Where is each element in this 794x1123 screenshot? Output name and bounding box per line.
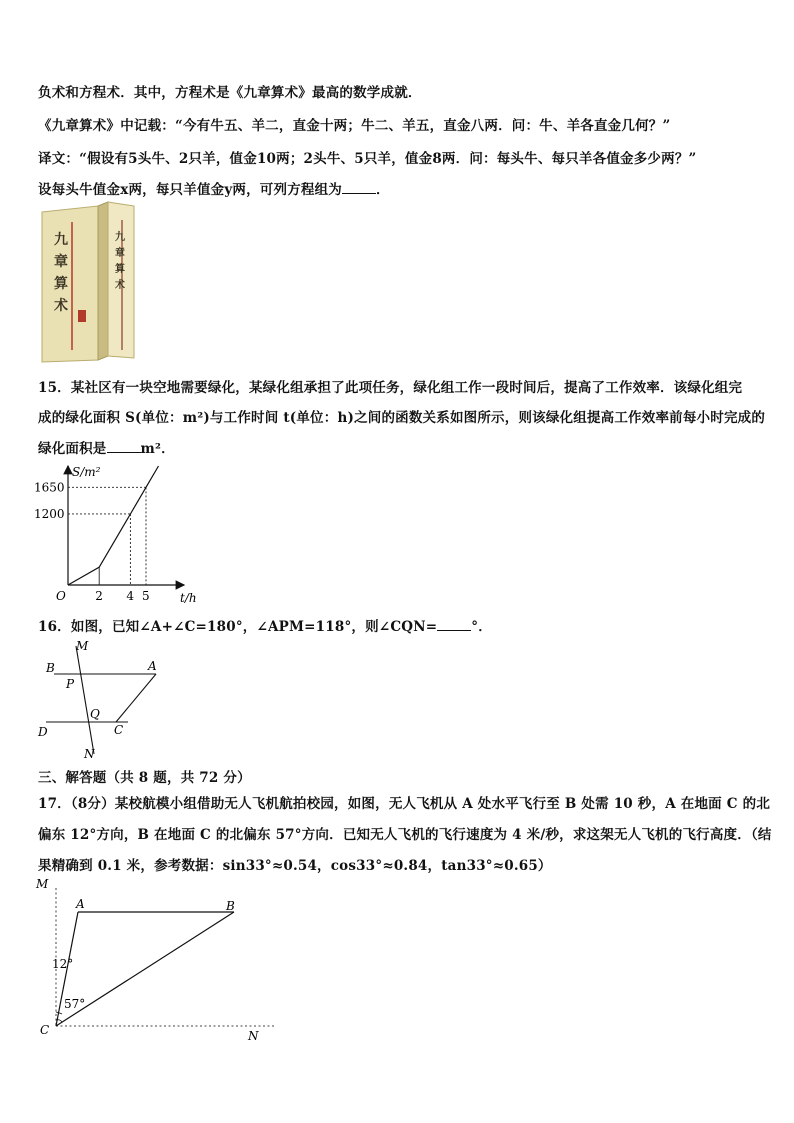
intro-line-4-text: 设每头牛值金x两，每只羊值金y两，可列方程组为 bbox=[38, 182, 342, 198]
y-axis-label: S/m² bbox=[72, 465, 101, 479]
label-D: D bbox=[38, 725, 48, 739]
x-tick-label: 5 bbox=[142, 589, 150, 603]
origin-label: O bbox=[56, 589, 66, 603]
label-A: A bbox=[76, 897, 85, 911]
label-C: C bbox=[40, 1023, 50, 1037]
label-M: M bbox=[36, 877, 49, 891]
book-spine-char-2: 章 bbox=[115, 248, 125, 259]
intro-line-2: 《九章算术》中记载：“今有牛五、羊二，直金十两；牛二、羊五，直金八两．问：牛、羊各直金几何？” bbox=[38, 118, 671, 134]
label-N: N bbox=[84, 747, 95, 761]
q16-text bbox=[38, 615, 492, 635]
q17-line-3: 果精确到 0.1 米，参考数据：sin33°≈0.54，cos33°≈0.84，tan33°≈0.65） bbox=[38, 858, 552, 874]
answer-blank-16 bbox=[437, 616, 471, 631]
x-axis-label: t/h bbox=[180, 591, 197, 605]
q17-line-2: 偏东 12°方向，B 在地面 C 的北偏东 57°方向．已知无人飞机的飞行速度为 4 米/秒，求这架无人飞机的飞行高度．（结 bbox=[38, 827, 772, 843]
q17-diagram bbox=[34, 874, 284, 1044]
angle-12-label: 12° bbox=[52, 957, 74, 971]
label-B: B bbox=[46, 661, 55, 675]
segment-AC bbox=[116, 674, 156, 722]
series-line bbox=[68, 466, 159, 585]
intro-line-1: 负术和方程术．其中，方程术是《九章算术》最高的数学成就． bbox=[38, 85, 422, 101]
book-title-char-3: 算 bbox=[54, 276, 68, 292]
q16-text-main: 16．如图，已知∠A+∠C=180°，∠APM=118°，则∠CQN= bbox=[38, 619, 438, 635]
q15-line-3-text: 绿化面积是 bbox=[38, 441, 107, 457]
line-MN bbox=[76, 646, 94, 754]
book-spine-char-4: 术 bbox=[115, 280, 125, 291]
label-P: P bbox=[66, 677, 75, 691]
book-title-char-2: 章 bbox=[54, 254, 68, 270]
book-title-char-1: 九 bbox=[54, 232, 68, 248]
q16-diagram bbox=[36, 636, 170, 762]
label-A: A bbox=[148, 659, 157, 673]
book-spine-char-1: 九 bbox=[115, 232, 125, 243]
x-tick-label: 4 bbox=[126, 589, 135, 603]
q15-line-1: 15．某社区有一块空地需要绿化，某绿化组承担了此项任务，绿化组工作一段时间后，提高了工作效率．该绿化组完 bbox=[38, 380, 743, 396]
q15-line-3 bbox=[38, 437, 175, 457]
x-tick-label: 2 bbox=[95, 589, 103, 603]
book-spine-char-3: 算 bbox=[115, 264, 125, 275]
label-N: N bbox=[248, 1029, 259, 1043]
angle-57-label: 57° bbox=[64, 997, 86, 1011]
book-title-char-4: 术 bbox=[54, 298, 68, 314]
intro-line-4-end: ． bbox=[376, 182, 390, 198]
q15-line-3-unit: m²． bbox=[140, 441, 175, 457]
section-title: 三、解答题（共 8 题，共 72 分） bbox=[38, 770, 251, 786]
q15-line-2: 成的绿化面积 S(单位：m²)与工作时间 t(单位：h)之间的函数关系如图所示，则该绿化组提高工作效率前每小时完成的 bbox=[38, 410, 766, 426]
q17-line-1: 17．（8分）某校航模小组借助无人飞机航拍校园，如图，无人飞机从 A 处水平飞行至 B 处需 10 秒，A 在地面 C 的北 bbox=[38, 796, 771, 812]
answer-blank-15 bbox=[107, 438, 141, 453]
intro-line-3: 译文：“假设有5头牛、2只羊，值金10两；2头牛、5只羊，值金8两．问：每头牛、每只羊各值金多少两？” bbox=[38, 151, 697, 167]
y-tick-label: 1200 bbox=[34, 506, 65, 521]
answer-blank-14 bbox=[342, 179, 376, 194]
intro-line-4 bbox=[38, 178, 390, 198]
label-C: C bbox=[114, 723, 124, 737]
label-M: M bbox=[76, 639, 89, 653]
q16-text-end: °． bbox=[471, 619, 492, 635]
q15-chart bbox=[28, 460, 218, 610]
label-Q: Q bbox=[90, 707, 100, 721]
book-illustration bbox=[38, 200, 142, 364]
y-tick-label: 1650 bbox=[34, 480, 65, 495]
label-B: B bbox=[226, 899, 235, 913]
